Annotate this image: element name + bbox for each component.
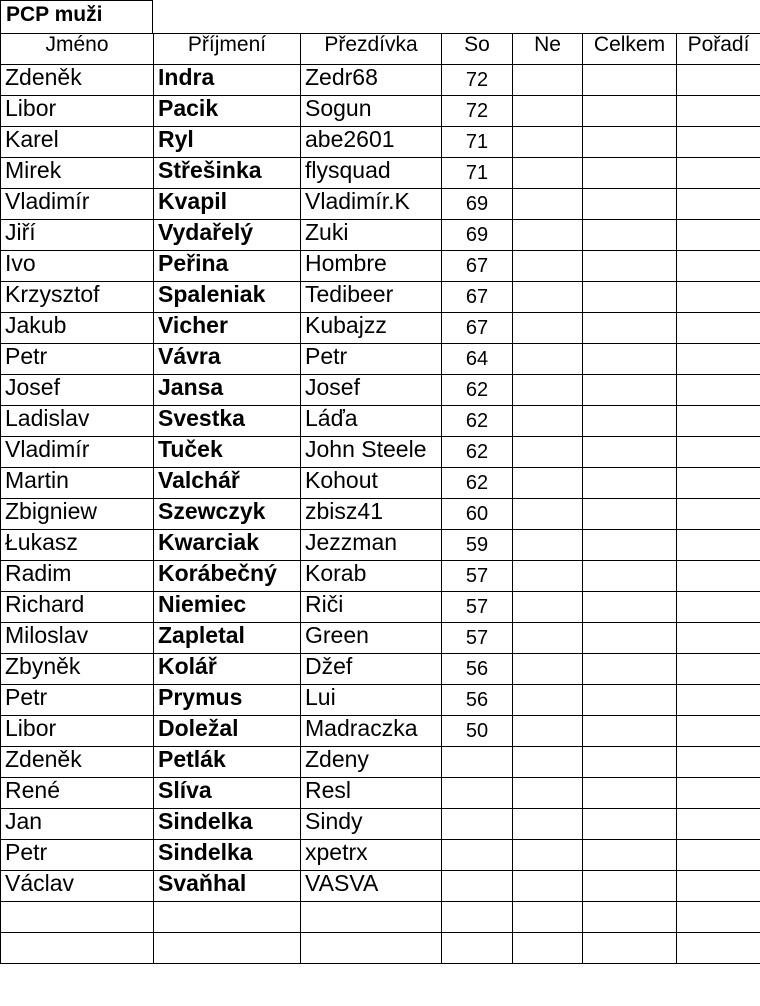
- cell-prijmeni: Niemiec: [154, 592, 301, 623]
- cell-poradi: [677, 189, 760, 220]
- cell-prijmeni: Spaleniak: [154, 282, 301, 313]
- table-row: [1, 437, 760, 468]
- cell-poradi: [677, 592, 760, 623]
- cell-so: 57: [442, 561, 513, 592]
- cell-poradi: [677, 871, 760, 902]
- cell-celkem: [583, 65, 677, 96]
- cell-jmeno: Martin: [1, 468, 154, 499]
- table-row: [1, 933, 760, 964]
- cell-poradi: [677, 623, 760, 654]
- cell-poradi: [677, 96, 760, 127]
- cell-jmeno: Libor: [1, 716, 154, 747]
- table-row: [1, 313, 760, 344]
- cell-jmeno: Ladislav: [1, 406, 154, 437]
- cell-celkem: [583, 902, 677, 933]
- cell-poradi: [677, 313, 760, 344]
- cell-so: 60: [442, 499, 513, 530]
- cell-jmeno: Jan: [1, 809, 154, 840]
- table-row: [1, 809, 760, 840]
- cell-jmeno: Krzysztof: [1, 282, 154, 313]
- cell-celkem: [583, 530, 677, 561]
- cell-prijmeni: [154, 902, 301, 933]
- cell-jmeno: Ivo: [1, 251, 154, 282]
- cell-ne: [513, 406, 583, 437]
- cell-ne: [513, 468, 583, 499]
- cell-ne: [513, 65, 583, 96]
- cell-poradi: [677, 251, 760, 282]
- cell-so: [442, 933, 513, 964]
- cell-ne: [513, 282, 583, 313]
- cell-ne: [513, 592, 583, 623]
- cell-ne: [513, 933, 583, 964]
- cell-celkem: [583, 592, 677, 623]
- table-row: [1, 902, 760, 933]
- cell-poradi: [677, 375, 760, 406]
- cell-prijmeni: Doležal: [154, 716, 301, 747]
- sheet-title-cell: [0, 0, 153, 33]
- cell-prijmeni: Valchář: [154, 468, 301, 499]
- cell-ne: [513, 778, 583, 809]
- cell-so: 57: [442, 623, 513, 654]
- cell-ne: [513, 530, 583, 561]
- cell-so: 56: [442, 654, 513, 685]
- cell-celkem: [583, 778, 677, 809]
- cell-jmeno: Miloslav: [1, 623, 154, 654]
- cell-prijmeni: Szewczyk: [154, 499, 301, 530]
- cell-jmeno: Zdeněk: [1, 747, 154, 778]
- cell-prezdivka: [301, 902, 442, 933]
- cell-prijmeni: Pacik: [154, 96, 301, 127]
- cell-prijmeni: Zapletal: [154, 623, 301, 654]
- cell-jmeno: [1, 933, 154, 964]
- cell-jmeno: Zdeněk: [1, 65, 154, 96]
- cell-celkem: [583, 406, 677, 437]
- table-row: [1, 344, 760, 375]
- header-prijmeni: Příjmení: [154, 34, 301, 65]
- cell-poradi: [677, 685, 760, 716]
- cell-poradi: [677, 158, 760, 189]
- cell-poradi: [677, 809, 760, 840]
- cell-poradi: [677, 530, 760, 561]
- cell-jmeno: Łukasz: [1, 530, 154, 561]
- cell-poradi: [677, 840, 760, 871]
- cell-jmeno: Zbyněk: [1, 654, 154, 685]
- cell-prezdivka: Green: [301, 623, 442, 654]
- cell-ne: [513, 809, 583, 840]
- cell-ne: [513, 313, 583, 344]
- table-row: [1, 747, 760, 778]
- cell-poradi: [677, 933, 760, 964]
- cell-prezdivka: John Steele: [301, 437, 442, 468]
- cell-celkem: [583, 282, 677, 313]
- cell-prezdivka: Džef: [301, 654, 442, 685]
- cell-celkem: [583, 654, 677, 685]
- table-row: [1, 251, 760, 282]
- cell-celkem: [583, 871, 677, 902]
- cell-ne: [513, 716, 583, 747]
- cell-prijmeni: Ryl: [154, 127, 301, 158]
- cell-ne: [513, 654, 583, 685]
- cell-jmeno: Petr: [1, 344, 154, 375]
- cell-celkem: [583, 96, 677, 127]
- cell-jmeno: Richard: [1, 592, 154, 623]
- cell-so: 62: [442, 437, 513, 468]
- cell-celkem: [583, 623, 677, 654]
- cell-poradi: [677, 747, 760, 778]
- table-row: [1, 220, 760, 251]
- cell-poradi: [677, 716, 760, 747]
- cell-poradi: [677, 902, 760, 933]
- table-row: [1, 778, 760, 809]
- cell-so: 67: [442, 282, 513, 313]
- cell-celkem: [583, 468, 677, 499]
- cell-prijmeni: Svaňhal: [154, 871, 301, 902]
- cell-so: 67: [442, 313, 513, 344]
- cell-prezdivka: Sindy: [301, 809, 442, 840]
- cell-prijmeni: Sindelka: [154, 840, 301, 871]
- cell-prezdivka: abe2601: [301, 127, 442, 158]
- cell-prijmeni: Vydařelý: [154, 220, 301, 251]
- cell-prijmeni: Kvapil: [154, 189, 301, 220]
- cell-ne: [513, 747, 583, 778]
- cell-poradi: [677, 437, 760, 468]
- cell-poradi: [677, 220, 760, 251]
- cell-prijmeni: Jansa: [154, 375, 301, 406]
- table-row: [1, 406, 760, 437]
- cell-prezdivka: Láďa: [301, 406, 442, 437]
- cell-ne: [513, 375, 583, 406]
- cell-prezdivka: Madraczka: [301, 716, 442, 747]
- header-ne: Ne: [513, 34, 583, 65]
- cell-celkem: [583, 313, 677, 344]
- cell-ne: [513, 344, 583, 375]
- cell-jmeno: René: [1, 778, 154, 809]
- table-row: [1, 375, 760, 406]
- cell-jmeno: Vladimír: [1, 437, 154, 468]
- cell-so: [442, 840, 513, 871]
- cell-ne: [513, 437, 583, 468]
- cell-jmeno: Zbigniew: [1, 499, 154, 530]
- cell-celkem: [583, 189, 677, 220]
- cell-so: 72: [442, 96, 513, 127]
- table-row: [1, 716, 760, 747]
- cell-prijmeni: Kolář: [154, 654, 301, 685]
- cell-ne: [513, 127, 583, 158]
- cell-poradi: [677, 406, 760, 437]
- header-jmeno: Jméno: [1, 34, 154, 65]
- table-row: [1, 685, 760, 716]
- cell-prijmeni: Tuček: [154, 437, 301, 468]
- cell-celkem: [583, 251, 677, 282]
- cell-prijmeni: Slíva: [154, 778, 301, 809]
- sheet-title: PCP muži: [6, 3, 103, 26]
- cell-ne: [513, 685, 583, 716]
- cell-jmeno: Mirek: [1, 158, 154, 189]
- table-row: [1, 158, 760, 189]
- table-row: [1, 282, 760, 313]
- cell-celkem: [583, 716, 677, 747]
- cell-so: 72: [442, 65, 513, 96]
- cell-prijmeni: [154, 933, 301, 964]
- cell-prijmeni: Kwarciak: [154, 530, 301, 561]
- cell-prijmeni: Střešinka: [154, 158, 301, 189]
- cell-so: 67: [442, 251, 513, 282]
- table-row: [1, 561, 760, 592]
- table-row: [1, 840, 760, 871]
- cell-prijmeni: Vicher: [154, 313, 301, 344]
- cell-poradi: [677, 499, 760, 530]
- results-table: [0, 33, 760, 964]
- cell-celkem: [583, 747, 677, 778]
- cell-jmeno: Karel: [1, 127, 154, 158]
- cell-celkem: [583, 437, 677, 468]
- cell-prezdivka: xpetrx: [301, 840, 442, 871]
- table-row: [1, 96, 760, 127]
- table-row: [1, 592, 760, 623]
- header-poradi: Pořadí: [677, 34, 760, 65]
- cell-jmeno: [1, 902, 154, 933]
- cell-prijmeni: Korábečný: [154, 561, 301, 592]
- cell-ne: [513, 251, 583, 282]
- cell-ne: [513, 902, 583, 933]
- cell-so: [442, 778, 513, 809]
- cell-so: 62: [442, 406, 513, 437]
- cell-ne: [513, 189, 583, 220]
- cell-jmeno: Radim: [1, 561, 154, 592]
- cell-poradi: [677, 654, 760, 685]
- header-prezdivka: Přezdívka: [301, 34, 442, 65]
- header-row: [1, 34, 760, 65]
- cell-so: 56: [442, 685, 513, 716]
- cell-celkem: [583, 685, 677, 716]
- header-so: So: [442, 34, 513, 65]
- cell-jmeno: Vladimír: [1, 189, 154, 220]
- cell-poradi: [677, 561, 760, 592]
- cell-prezdivka: Zdeny: [301, 747, 442, 778]
- cell-so: 71: [442, 158, 513, 189]
- cell-prezdivka: Riči: [301, 592, 442, 623]
- cell-poradi: [677, 468, 760, 499]
- cell-prezdivka: Tedibeer: [301, 282, 442, 313]
- cell-so: [442, 747, 513, 778]
- cell-so: 59: [442, 530, 513, 561]
- cell-ne: [513, 840, 583, 871]
- table-row: [1, 654, 760, 685]
- cell-jmeno: Jakub: [1, 313, 154, 344]
- cell-celkem: [583, 499, 677, 530]
- cell-so: [442, 809, 513, 840]
- cell-so: 69: [442, 220, 513, 251]
- cell-prijmeni: Indra: [154, 65, 301, 96]
- cell-prezdivka: Petr: [301, 344, 442, 375]
- cell-prezdivka: Zedr68: [301, 65, 442, 96]
- cell-celkem: [583, 344, 677, 375]
- cell-prezdivka: Hombre: [301, 251, 442, 282]
- cell-so: 62: [442, 468, 513, 499]
- cell-jmeno: Libor: [1, 96, 154, 127]
- cell-ne: [513, 871, 583, 902]
- table-row: [1, 127, 760, 158]
- cell-so: 57: [442, 592, 513, 623]
- table-row: [1, 189, 760, 220]
- cell-prezdivka: [301, 933, 442, 964]
- cell-so: [442, 902, 513, 933]
- cell-ne: [513, 623, 583, 654]
- cell-ne: [513, 499, 583, 530]
- table-body: [1, 65, 760, 964]
- cell-poradi: [677, 778, 760, 809]
- cell-celkem: [583, 840, 677, 871]
- cell-so: 62: [442, 375, 513, 406]
- cell-prijmeni: Petlák: [154, 747, 301, 778]
- cell-prezdivka: Josef: [301, 375, 442, 406]
- cell-prezdivka: Vladimír.K: [301, 189, 442, 220]
- header-celkem: Celkem: [583, 34, 677, 65]
- cell-jmeno: Petr: [1, 840, 154, 871]
- cell-prezdivka: flysquad: [301, 158, 442, 189]
- cell-so: [442, 871, 513, 902]
- cell-prezdivka: VASVA: [301, 871, 442, 902]
- table-row: [1, 65, 760, 96]
- table-row: [1, 468, 760, 499]
- cell-prijmeni: Vávra: [154, 344, 301, 375]
- cell-celkem: [583, 809, 677, 840]
- cell-ne: [513, 158, 583, 189]
- cell-prezdivka: zbisz41: [301, 499, 442, 530]
- cell-ne: [513, 96, 583, 127]
- cell-jmeno: Petr: [1, 685, 154, 716]
- cell-prezdivka: Resl: [301, 778, 442, 809]
- cell-ne: [513, 561, 583, 592]
- cell-prezdivka: Lui: [301, 685, 442, 716]
- table-row: [1, 871, 760, 902]
- cell-so: 69: [442, 189, 513, 220]
- table-row: [1, 623, 760, 654]
- cell-jmeno: Josef: [1, 375, 154, 406]
- cell-celkem: [583, 561, 677, 592]
- cell-prezdivka: Zuki: [301, 220, 442, 251]
- cell-celkem: [583, 933, 677, 964]
- cell-celkem: [583, 127, 677, 158]
- cell-celkem: [583, 220, 677, 251]
- cell-prezdivka: Kohout: [301, 468, 442, 499]
- cell-prezdivka: Jezzman: [301, 530, 442, 561]
- cell-prezdivka: Sogun: [301, 96, 442, 127]
- cell-ne: [513, 220, 583, 251]
- cell-so: 71: [442, 127, 513, 158]
- cell-jmeno: Václav: [1, 871, 154, 902]
- cell-poradi: [677, 344, 760, 375]
- cell-prijmeni: Svestka: [154, 406, 301, 437]
- cell-prijmeni: Sindelka: [154, 809, 301, 840]
- cell-so: 50: [442, 716, 513, 747]
- cell-poradi: [677, 282, 760, 313]
- cell-jmeno: Jiří: [1, 220, 154, 251]
- cell-prijmeni: Prymus: [154, 685, 301, 716]
- cell-poradi: [677, 127, 760, 158]
- cell-prijmeni: Peřina: [154, 251, 301, 282]
- cell-celkem: [583, 375, 677, 406]
- cell-prezdivka: Korab: [301, 561, 442, 592]
- cell-poradi: [677, 65, 760, 96]
- cell-prezdivka: Kubajzz: [301, 313, 442, 344]
- cell-so: 64: [442, 344, 513, 375]
- cell-celkem: [583, 158, 677, 189]
- table-row: [1, 499, 760, 530]
- table-row: [1, 530, 760, 561]
